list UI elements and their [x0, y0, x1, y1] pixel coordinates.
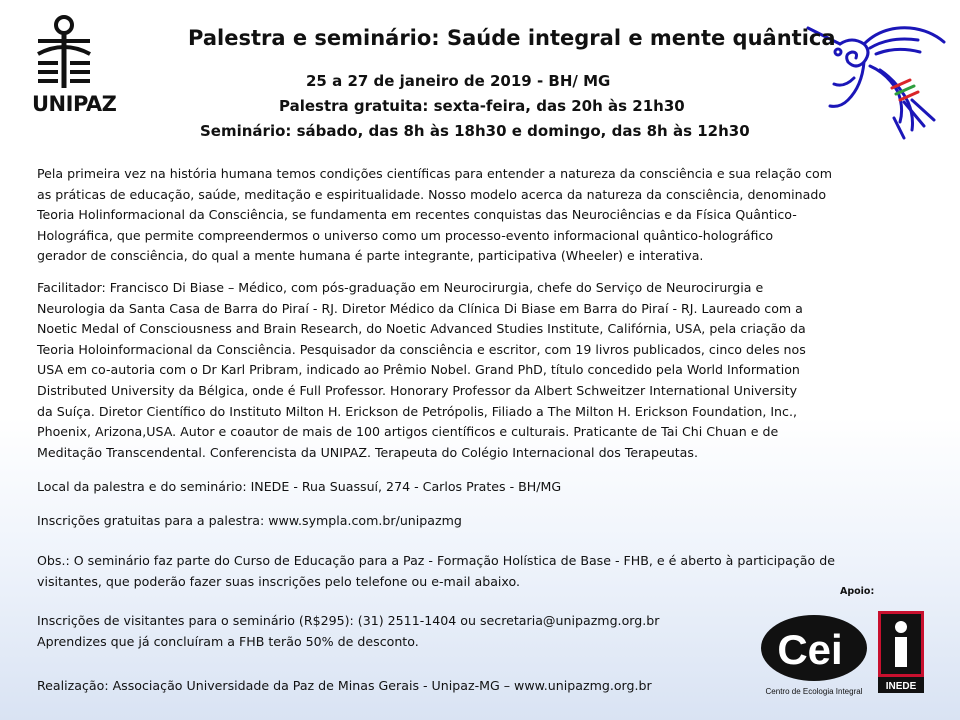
intro-paragraph	[37, 164, 933, 267]
facilitator-line: Teoria Holoinformacional da Consciência. Pesquisador da consciência e escritor, com 19 livros publicados, cinco deles nos	[37, 341, 806, 357]
seminario-schedule: Seminário: sábado, das 8h às 18h30 e domingo, das 8h às 12h30	[200, 122, 750, 140]
facilitator-line: Noetic Medal of Consciousness and Brain Research, do Noetic Advanced Studies Institute, Califórnia, USA, pela criação da	[37, 321, 806, 337]
page-title: Palestra e seminário: Saúde integral e mente quântica	[188, 26, 836, 50]
inscricoes-palestra: Inscrições gratuitas para a palestra: www.sympla.com.br/unipazmg	[37, 513, 462, 528]
facilitator-line: Facilitador: Francisco Di Biase – Médico, com pós-graduação em Neurocirurgia, chefe do Serviço de Neurocirurgia e	[37, 280, 764, 295]
intro-line: Teoria Holinformacional da Consciência, se fundamenta em recentes conquistas das Neurociências e da Física Quântico-	[37, 207, 797, 223]
cei-logo-word: Cei	[777, 626, 843, 673]
realizacao: Realização: Associação Universidade da Paz de Minas Gerais - Unipaz-MG – www.unipazmg.org.br	[37, 678, 652, 693]
unipaz-symbol-icon	[34, 14, 94, 94]
obs-line: Obs.: O seminário faz parte do Curso de Educação para a Paz - Formação Holística de Base - FHB, e é aberto à participação de	[37, 553, 835, 568]
obs-paragraph	[37, 551, 933, 592]
obs-line: visitantes, que poderão fazer suas inscrições pelo telefone ou e-mail abaixo.	[37, 573, 520, 589]
facilitator-line: da Suíça. Diretor Científico do Instituto Milton H. Erickson de Petrópolis, Filiado a The Milton H. Erickson Foundation, Inc.,	[37, 403, 797, 419]
facilitator-line: Neurologia da Santa Casa de Barra do Piraí - RJ. Diretor Médico da Clínica Di Biase em Barra do Piraí - RJ. Laureado com a	[37, 300, 803, 316]
desconto-line: Aprendizes que já concluíram a FHB terão 50% de desconto.	[37, 633, 419, 649]
facilitator-line: Meditação Transcendental. Conferencista da UNIPAZ. Terapeuta do Colégio Internacional dos Terapeutas.	[37, 444, 698, 460]
inede-logo-text: INEDE	[885, 681, 917, 692]
inscricoes-visitantes-line: Inscrições de visitantes para o seminário (R$295): (31) 2511-1404 ou secretaria@unipazmg.org.br	[37, 613, 660, 628]
intro-line: Holográfica, que permite compreendermos o universo como um processo-evento informacional quântico-holográfico	[37, 227, 774, 243]
intro-line: Pela primeira vez na história humana temos condições científicas para entender a natureza da consciência e sua relação com	[37, 166, 833, 181]
unipaz-logo-text: UNIPAZ	[32, 92, 117, 116]
info-dot-icon	[895, 621, 907, 633]
facilitator-line: Distributed University da Bélgica, onde é Full Professor. Honorary Professor da Albert Schweitzer International University	[37, 382, 798, 398]
event-dates: 25 a 27 de janeiro de 2019 - BH/ MG	[306, 72, 611, 90]
facilitator-line: Phoenix, Arizona,USA. Autor e coautor de mais de 100 artigos científicos e culturais. Praticante de Tai Chi Chuan e de	[37, 424, 779, 440]
apoio-label: Apoio:	[840, 586, 875, 597]
cei-caption: Centro de Ecologia Integral	[765, 687, 863, 696]
palestra-schedule: Palestra gratuita: sexta-feira, das 20h às 21h30	[279, 97, 685, 115]
cei-logo	[758, 612, 870, 698]
facilitator-line: USA em co-autoria com o Dr Karl Pribram, indicado ao Prêmio Nobel. Grand PhD, título concedido pela World Information	[37, 362, 800, 378]
inede-logo	[878, 611, 924, 693]
facilitator-paragraph	[37, 278, 933, 463]
intro-line: gerador de consciência, do qual a mente humana é parte integrante, participativa (Wheeler) e interativa.	[37, 248, 704, 264]
intro-line: as práticas de educação, saúde, meditação e espiritualidade. Nosso modelo acerca da natureza da consciência, denominado	[37, 186, 827, 202]
local-info: Local da palestra e do seminário: INEDE - Rua Suassuí, 274 - Carlos Prates - BH/MG	[37, 479, 562, 494]
unipaz-logo	[32, 14, 117, 122]
